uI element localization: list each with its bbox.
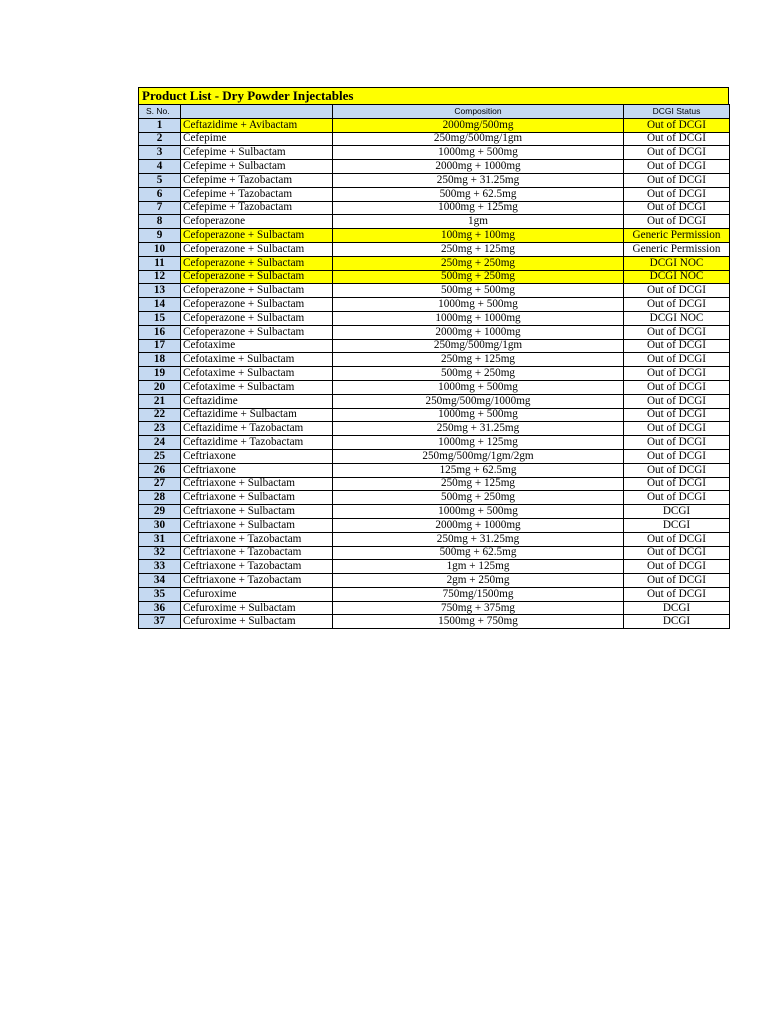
table-row <box>139 449 730 463</box>
dcgi-status-cell: Generic Permission <box>624 242 730 256</box>
row-number-cell: 26 <box>139 463 181 477</box>
dcgi-status-cell: Out of DCGI <box>624 408 730 422</box>
row-number-cell: 25 <box>139 449 181 463</box>
product-name-cell: Cefepime + Tazobactam <box>181 173 333 187</box>
header-composition: Composition <box>333 105 624 119</box>
dcgi-status-cell: Out of DCGI <box>624 353 730 367</box>
dcgi-status-cell: Out of DCGI <box>624 532 730 546</box>
row-number-cell: 32 <box>139 546 181 560</box>
dcgi-status-cell: Out of DCGI <box>624 546 730 560</box>
composition-cell: 250mg + 31.25mg <box>333 173 624 187</box>
table-row <box>139 436 730 450</box>
product-name-cell: Cefotaxime + Sulbactam <box>181 367 333 381</box>
product-name-cell: Cefepime <box>181 132 333 146</box>
table-row <box>139 408 730 422</box>
row-number-cell: 7 <box>139 201 181 215</box>
row-number-cell: 6 <box>139 187 181 201</box>
composition-cell: 2000mg/500mg <box>333 118 624 132</box>
row-number-cell: 12 <box>139 270 181 284</box>
composition-cell: 1000mg + 500mg <box>333 380 624 394</box>
composition-cell: 1000mg + 125mg <box>333 436 624 450</box>
table-row <box>139 339 730 353</box>
composition-cell: 2000mg + 1000mg <box>333 518 624 532</box>
product-name-cell: Ceftriaxone + Sulbactam <box>181 491 333 505</box>
table-row <box>139 367 730 381</box>
dcgi-status-cell: Out of DCGI <box>624 173 730 187</box>
row-number-cell: 18 <box>139 353 181 367</box>
dcgi-status-cell: DCGI <box>624 601 730 615</box>
product-name-cell: Ceftriaxone + Sulbactam <box>181 505 333 519</box>
table-row <box>139 477 730 491</box>
table-row <box>139 270 730 284</box>
row-number-cell: 19 <box>139 367 181 381</box>
row-number-cell: 17 <box>139 339 181 353</box>
product-rows <box>139 118 730 628</box>
product-name-cell: Ceftriaxone <box>181 463 333 477</box>
dcgi-status-cell: Out of DCGI <box>624 477 730 491</box>
composition-cell: 1000mg + 500mg <box>333 298 624 312</box>
product-name-cell: Cefepime + Tazobactam <box>181 201 333 215</box>
dcgi-status-cell: DCGI <box>624 518 730 532</box>
product-name-cell: Ceftriaxone + Tazobactam <box>181 532 333 546</box>
composition-cell: 2000mg + 1000mg <box>333 325 624 339</box>
dcgi-status-cell: Out of DCGI <box>624 380 730 394</box>
composition-cell: 250mg + 125mg <box>333 477 624 491</box>
table-row <box>139 518 730 532</box>
dcgi-status-cell: Out of DCGI <box>624 118 730 132</box>
dcgi-status-cell: Out of DCGI <box>624 560 730 574</box>
table-row <box>139 284 730 298</box>
product-table <box>138 104 730 629</box>
product-name-cell: Ceftazidime + Tazobactam <box>181 436 333 450</box>
dcgi-status-cell: Out of DCGI <box>624 325 730 339</box>
dcgi-status-cell: Out of DCGI <box>624 574 730 588</box>
row-number-cell: 28 <box>139 491 181 505</box>
row-number-cell: 34 <box>139 574 181 588</box>
table-row <box>139 201 730 215</box>
row-number-cell: 20 <box>139 380 181 394</box>
row-number-cell: 15 <box>139 311 181 325</box>
product-name-cell: Cefoperazone + Sulbactam <box>181 311 333 325</box>
composition-cell: 500mg + 62.5mg <box>333 187 624 201</box>
composition-cell: 1000mg + 500mg <box>333 146 624 160</box>
dcgi-status-cell: DCGI NOC <box>624 311 730 325</box>
composition-cell: 250mg/500mg/1gm <box>333 132 624 146</box>
dcgi-status-cell: DCGI NOC <box>624 256 730 270</box>
product-name-cell: Cefoperazone + Sulbactam <box>181 325 333 339</box>
row-number-cell: 27 <box>139 477 181 491</box>
composition-cell: 500mg + 250mg <box>333 270 624 284</box>
composition-cell: 1gm + 125mg <box>333 560 624 574</box>
header-dcgi-status: DCGI Status <box>624 105 730 119</box>
sheet-title: Product List - Dry Powder Injectables <box>138 87 729 104</box>
table-row <box>139 587 730 601</box>
dcgi-status-cell: Out of DCGI <box>624 587 730 601</box>
composition-cell: 1gm <box>333 215 624 229</box>
header-product-name <box>181 105 333 119</box>
table-row <box>139 242 730 256</box>
product-name-cell: Ceftazidime + Sulbactam <box>181 408 333 422</box>
row-number-cell: 9 <box>139 229 181 243</box>
dcgi-status-cell: Out of DCGI <box>624 201 730 215</box>
product-name-cell: Cefoperazone + Sulbactam <box>181 242 333 256</box>
product-name-cell: Cefuroxime + Sulbactam <box>181 601 333 615</box>
row-number-cell: 14 <box>139 298 181 312</box>
product-name-cell: Cefoperazone <box>181 215 333 229</box>
table-row <box>139 311 730 325</box>
dcgi-status-cell: Out of DCGI <box>624 449 730 463</box>
product-name-cell: Cefotaxime + Sulbactam <box>181 353 333 367</box>
composition-cell: 125mg + 62.5mg <box>333 463 624 477</box>
dcgi-status-cell: Out of DCGI <box>624 463 730 477</box>
composition-cell: 100mg + 100mg <box>333 229 624 243</box>
row-number-cell: 22 <box>139 408 181 422</box>
product-name-cell: Ceftriaxone + Tazobactam <box>181 546 333 560</box>
row-number-cell: 8 <box>139 215 181 229</box>
table-row <box>139 491 730 505</box>
row-number-cell: 36 <box>139 601 181 615</box>
table-row <box>139 422 730 436</box>
composition-cell: 500mg + 250mg <box>333 491 624 505</box>
table-row <box>139 256 730 270</box>
table-row <box>139 187 730 201</box>
row-number-cell: 24 <box>139 436 181 450</box>
product-name-cell: Ceftriaxone + Tazobactam <box>181 560 333 574</box>
dcgi-status-cell: Out of DCGI <box>624 491 730 505</box>
composition-cell: 500mg + 62.5mg <box>333 546 624 560</box>
composition-cell: 250mg/500mg/1gm/2gm <box>333 449 624 463</box>
header-sno: S. No. <box>139 105 181 119</box>
table-row <box>139 505 730 519</box>
product-list-sheet <box>138 87 729 629</box>
table-row <box>139 560 730 574</box>
table-row <box>139 532 730 546</box>
product-name-cell: Cefoperazone + Sulbactam <box>181 270 333 284</box>
table-row <box>139 353 730 367</box>
row-number-cell: 1 <box>139 118 181 132</box>
table-row <box>139 601 730 615</box>
product-name-cell: Cefoperazone + Sulbactam <box>181 298 333 312</box>
table-row <box>139 132 730 146</box>
composition-cell: 1000mg + 500mg <box>333 408 624 422</box>
dcgi-status-cell: DCGI <box>624 505 730 519</box>
table-row <box>139 118 730 132</box>
row-number-cell: 10 <box>139 242 181 256</box>
dcgi-status-cell: Out of DCGI <box>624 284 730 298</box>
table-row <box>139 546 730 560</box>
product-name-cell: Ceftriaxone <box>181 449 333 463</box>
row-number-cell: 31 <box>139 532 181 546</box>
dcgi-status-cell: Out of DCGI <box>624 215 730 229</box>
table-row <box>139 380 730 394</box>
dcgi-status-cell: Out of DCGI <box>624 436 730 450</box>
row-number-cell: 29 <box>139 505 181 519</box>
dcgi-status-cell: Out of DCGI <box>624 422 730 436</box>
composition-cell: 1000mg + 125mg <box>333 201 624 215</box>
table-row <box>139 463 730 477</box>
composition-cell: 750mg + 375mg <box>333 601 624 615</box>
row-number-cell: 2 <box>139 132 181 146</box>
composition-cell: 250mg + 125mg <box>333 242 624 256</box>
dcgi-status-cell: Generic Permission <box>624 229 730 243</box>
table-row <box>139 229 730 243</box>
dcgi-status-cell: DCGI NOC <box>624 270 730 284</box>
dcgi-status-cell: Out of DCGI <box>624 394 730 408</box>
composition-cell: 250mg + 31.25mg <box>333 532 624 546</box>
header-row <box>139 105 730 119</box>
table-row <box>139 615 730 629</box>
row-number-cell: 35 <box>139 587 181 601</box>
row-number-cell: 13 <box>139 284 181 298</box>
dcgi-status-cell: Out of DCGI <box>624 339 730 353</box>
product-name-cell: Cefepime + Tazobactam <box>181 187 333 201</box>
row-number-cell: 37 <box>139 615 181 629</box>
table-row <box>139 325 730 339</box>
row-number-cell: 30 <box>139 518 181 532</box>
table-row <box>139 160 730 174</box>
table-row <box>139 394 730 408</box>
row-number-cell: 33 <box>139 560 181 574</box>
dcgi-status-cell: DCGI <box>624 615 730 629</box>
composition-cell: 750mg/1500mg <box>333 587 624 601</box>
row-number-cell: 16 <box>139 325 181 339</box>
product-name-cell: Cefuroxime + Sulbactam <box>181 615 333 629</box>
row-number-cell: 3 <box>139 146 181 160</box>
composition-cell: 2gm + 250mg <box>333 574 624 588</box>
composition-cell: 1000mg + 1000mg <box>333 311 624 325</box>
row-number-cell: 11 <box>139 256 181 270</box>
product-name-cell: Cefoperazone + Sulbactam <box>181 256 333 270</box>
composition-cell: 250mg + 250mg <box>333 256 624 270</box>
composition-cell: 500mg + 250mg <box>333 367 624 381</box>
table-row <box>139 173 730 187</box>
composition-cell: 250mg + 125mg <box>333 353 624 367</box>
product-name-cell: Cefepime + Sulbactam <box>181 146 333 160</box>
product-name-cell: Ceftriaxone + Tazobactam <box>181 574 333 588</box>
dcgi-status-cell: Out of DCGI <box>624 132 730 146</box>
composition-cell: 1000mg + 500mg <box>333 505 624 519</box>
table-row <box>139 574 730 588</box>
product-name-cell: Cefoperazone + Sulbactam <box>181 284 333 298</box>
dcgi-status-cell: Out of DCGI <box>624 367 730 381</box>
product-name-cell: Cefuroxime <box>181 587 333 601</box>
row-number-cell: 5 <box>139 173 181 187</box>
composition-cell: 250mg/500mg/1gm <box>333 339 624 353</box>
row-number-cell: 21 <box>139 394 181 408</box>
product-name-cell: Cefotaxime <box>181 339 333 353</box>
product-name-cell: Cefotaxime + Sulbactam <box>181 380 333 394</box>
row-number-cell: 23 <box>139 422 181 436</box>
product-name-cell: Ceftazidime + Avibactam <box>181 118 333 132</box>
dcgi-status-cell: Out of DCGI <box>624 298 730 312</box>
product-name-cell: Ceftazidime + Tazobactam <box>181 422 333 436</box>
table-row <box>139 215 730 229</box>
product-name-cell: Ceftriaxone + Sulbactam <box>181 477 333 491</box>
composition-cell: 250mg + 31.25mg <box>333 422 624 436</box>
product-name-cell: Cefepime + Sulbactam <box>181 160 333 174</box>
product-name-cell: Cefoperazone + Sulbactam <box>181 229 333 243</box>
composition-cell: 500mg + 500mg <box>333 284 624 298</box>
dcgi-status-cell: Out of DCGI <box>624 146 730 160</box>
composition-cell: 2000mg + 1000mg <box>333 160 624 174</box>
product-name-cell: Ceftazidime <box>181 394 333 408</box>
dcgi-status-cell: Out of DCGI <box>624 187 730 201</box>
dcgi-status-cell: Out of DCGI <box>624 160 730 174</box>
product-name-cell: Ceftriaxone + Sulbactam <box>181 518 333 532</box>
table-row <box>139 298 730 312</box>
composition-cell: 250mg/500mg/1000mg <box>333 394 624 408</box>
composition-cell: 1500mg + 750mg <box>333 615 624 629</box>
row-number-cell: 4 <box>139 160 181 174</box>
table-row <box>139 146 730 160</box>
